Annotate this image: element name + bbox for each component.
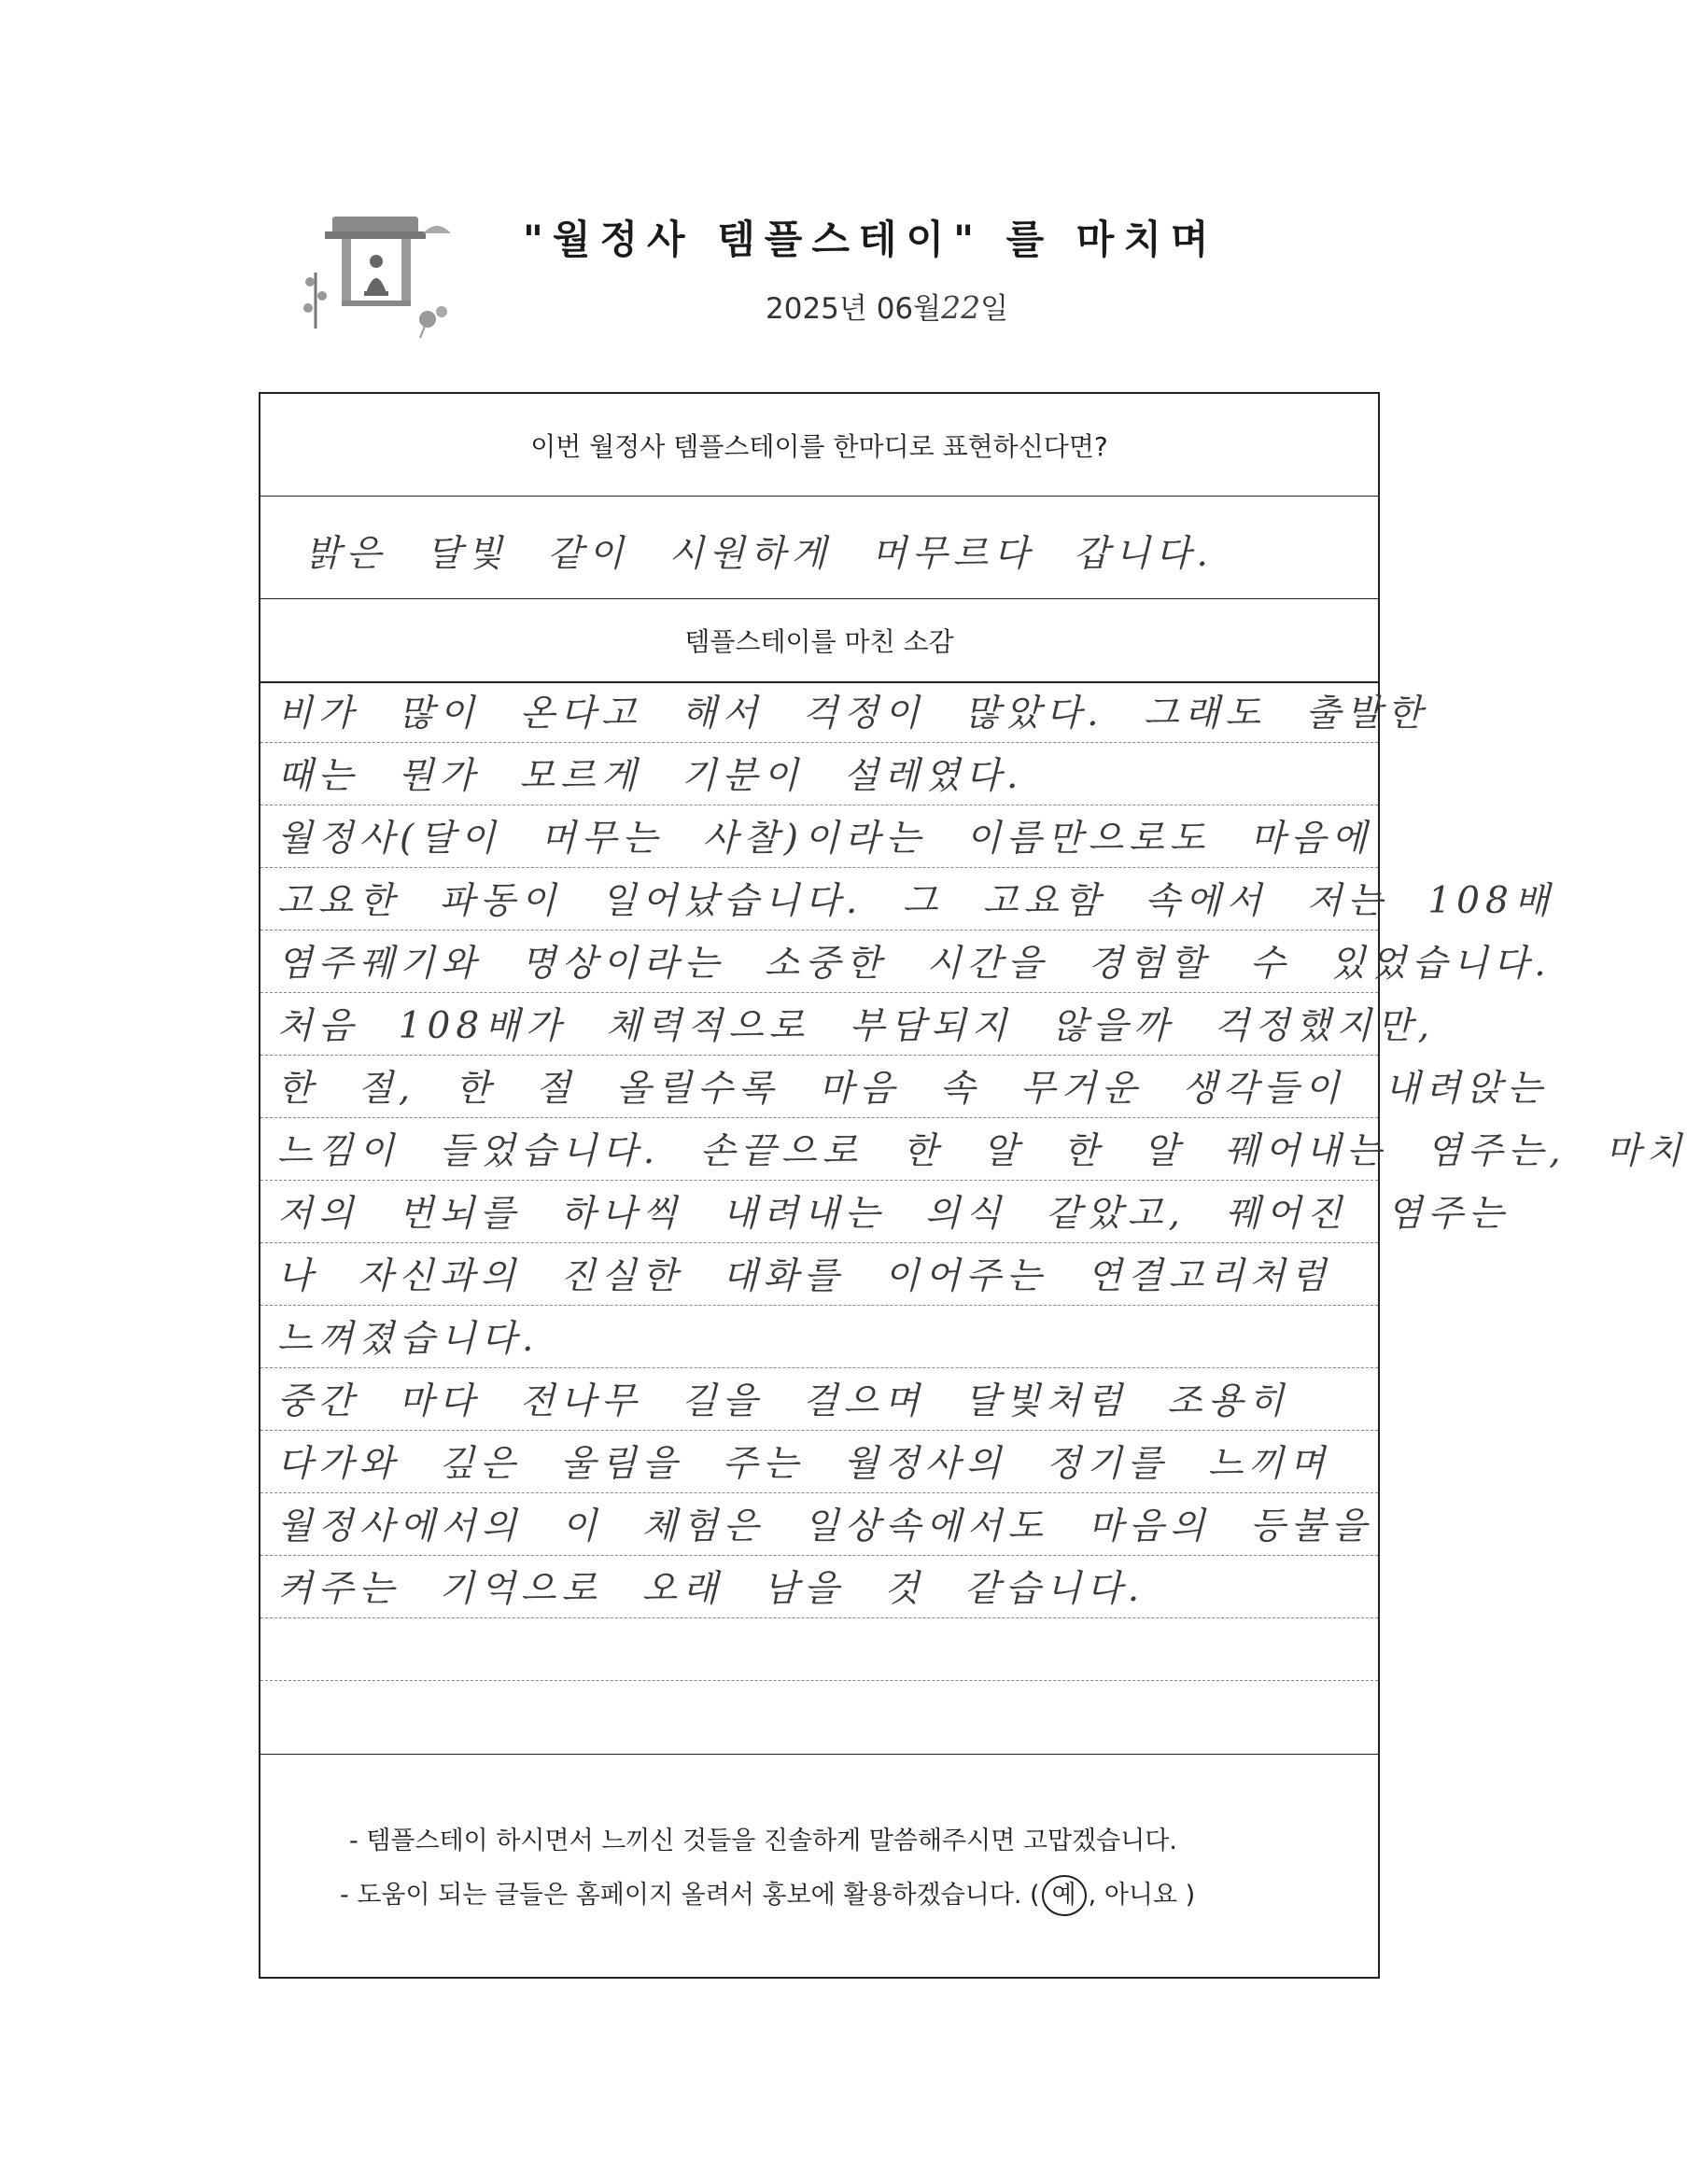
footer-notes — [260, 1754, 1378, 1978]
date-day: 22 — [941, 289, 981, 326]
consent-yes-circled: 예 — [1042, 1875, 1087, 1916]
writing-line: 때는 뭔가 모르게 기분이 설레였다. — [260, 748, 1378, 805]
date-day-suffix: 일 — [980, 292, 1009, 326]
footer-note-honest: - 템플스테이 하시면서 느끼신 것들을 진솔하게 말씀해주시면 고맙겠습니다. — [349, 1827, 1177, 1855]
footer-note-consent: - 도움이 되는 글들은 홈페이지 올려서 홍보에 활용하겠습니다. ( 예 , 아니요 ) — [340, 1874, 1195, 1916]
writing-line: 저의 번뇌를 하나씩 내려내는 의식 같았고, 꿰어진 염주는 — [260, 1185, 1378, 1243]
writing-line: 켜주는 기억으로 오래 남을 것 같습니다. — [260, 1561, 1378, 1618]
writing-line: 느낌이 들었습니다. 손끝으로 한 알 한 알 꿰어내는 염주는, 마치 — [260, 1123, 1378, 1181]
date-month: 06월 — [876, 292, 942, 326]
writing-line: 고요한 파동이 일어났습니다. 그 고요함 속에서 저는 108배 — [260, 873, 1378, 931]
question2-row — [260, 599, 1378, 683]
question1-answer-row — [260, 497, 1378, 599]
date-line — [766, 285, 1158, 331]
writing-line — [260, 1686, 1378, 1743]
writing-line: 한 절, 한 절 올릴수록 마음 속 무거운 생각들이 내려앉는 — [260, 1060, 1378, 1118]
question2-label: 템플스테이를 마친 소감 — [684, 626, 954, 657]
writing-line: 다가와 깊은 울림을 주는 월정사의 정기를 느끼며 — [260, 1435, 1378, 1493]
question1-row — [260, 394, 1378, 497]
writing-line — [260, 1623, 1378, 1681]
writing-line: 처음 108배가 체력적으로 부담되지 않을까 걱정했지만, — [260, 998, 1378, 1056]
temple-logo-icon — [297, 207, 456, 347]
question1-answer: 밝은 달빛 같이 시원하게 머무르다 갑니다. — [305, 533, 1214, 575]
survey-box — [259, 392, 1687, 1979]
writing-line: 월정사에서의 이 체험은 일상속에서도 마음의 등불을 — [260, 1498, 1378, 1556]
writing-line: 중간 마다 전나무 길을 걸으며 달빛처럼 조용히 — [260, 1373, 1378, 1431]
question1-label: 이번 월정사 템플스테이를 한마디로 표현하신다면? — [530, 430, 1108, 462]
writing-line: 느껴졌습니다. — [260, 1310, 1378, 1368]
date-year: 2025년 — [766, 292, 867, 326]
writing-line: 나 자신과의 진실한 대화를 이어주는 연결고리처럼 — [260, 1248, 1378, 1306]
writing-line: 염주꿰기와 명상이라는 소중한 시간을 경험할 수 있었습니다. — [260, 935, 1378, 993]
page-title: "월정사 템플스테이" 를 마치며 — [523, 217, 1218, 262]
writing-line: 월정사(달이 머무는 사찰)이라는 이름만으로도 마음에 — [260, 810, 1378, 868]
writing-line: 비가 많이 온다고 해서 걱정이 많았다. 그래도 출발한 — [260, 685, 1378, 743]
impressions-lines — [260, 685, 1687, 1754]
